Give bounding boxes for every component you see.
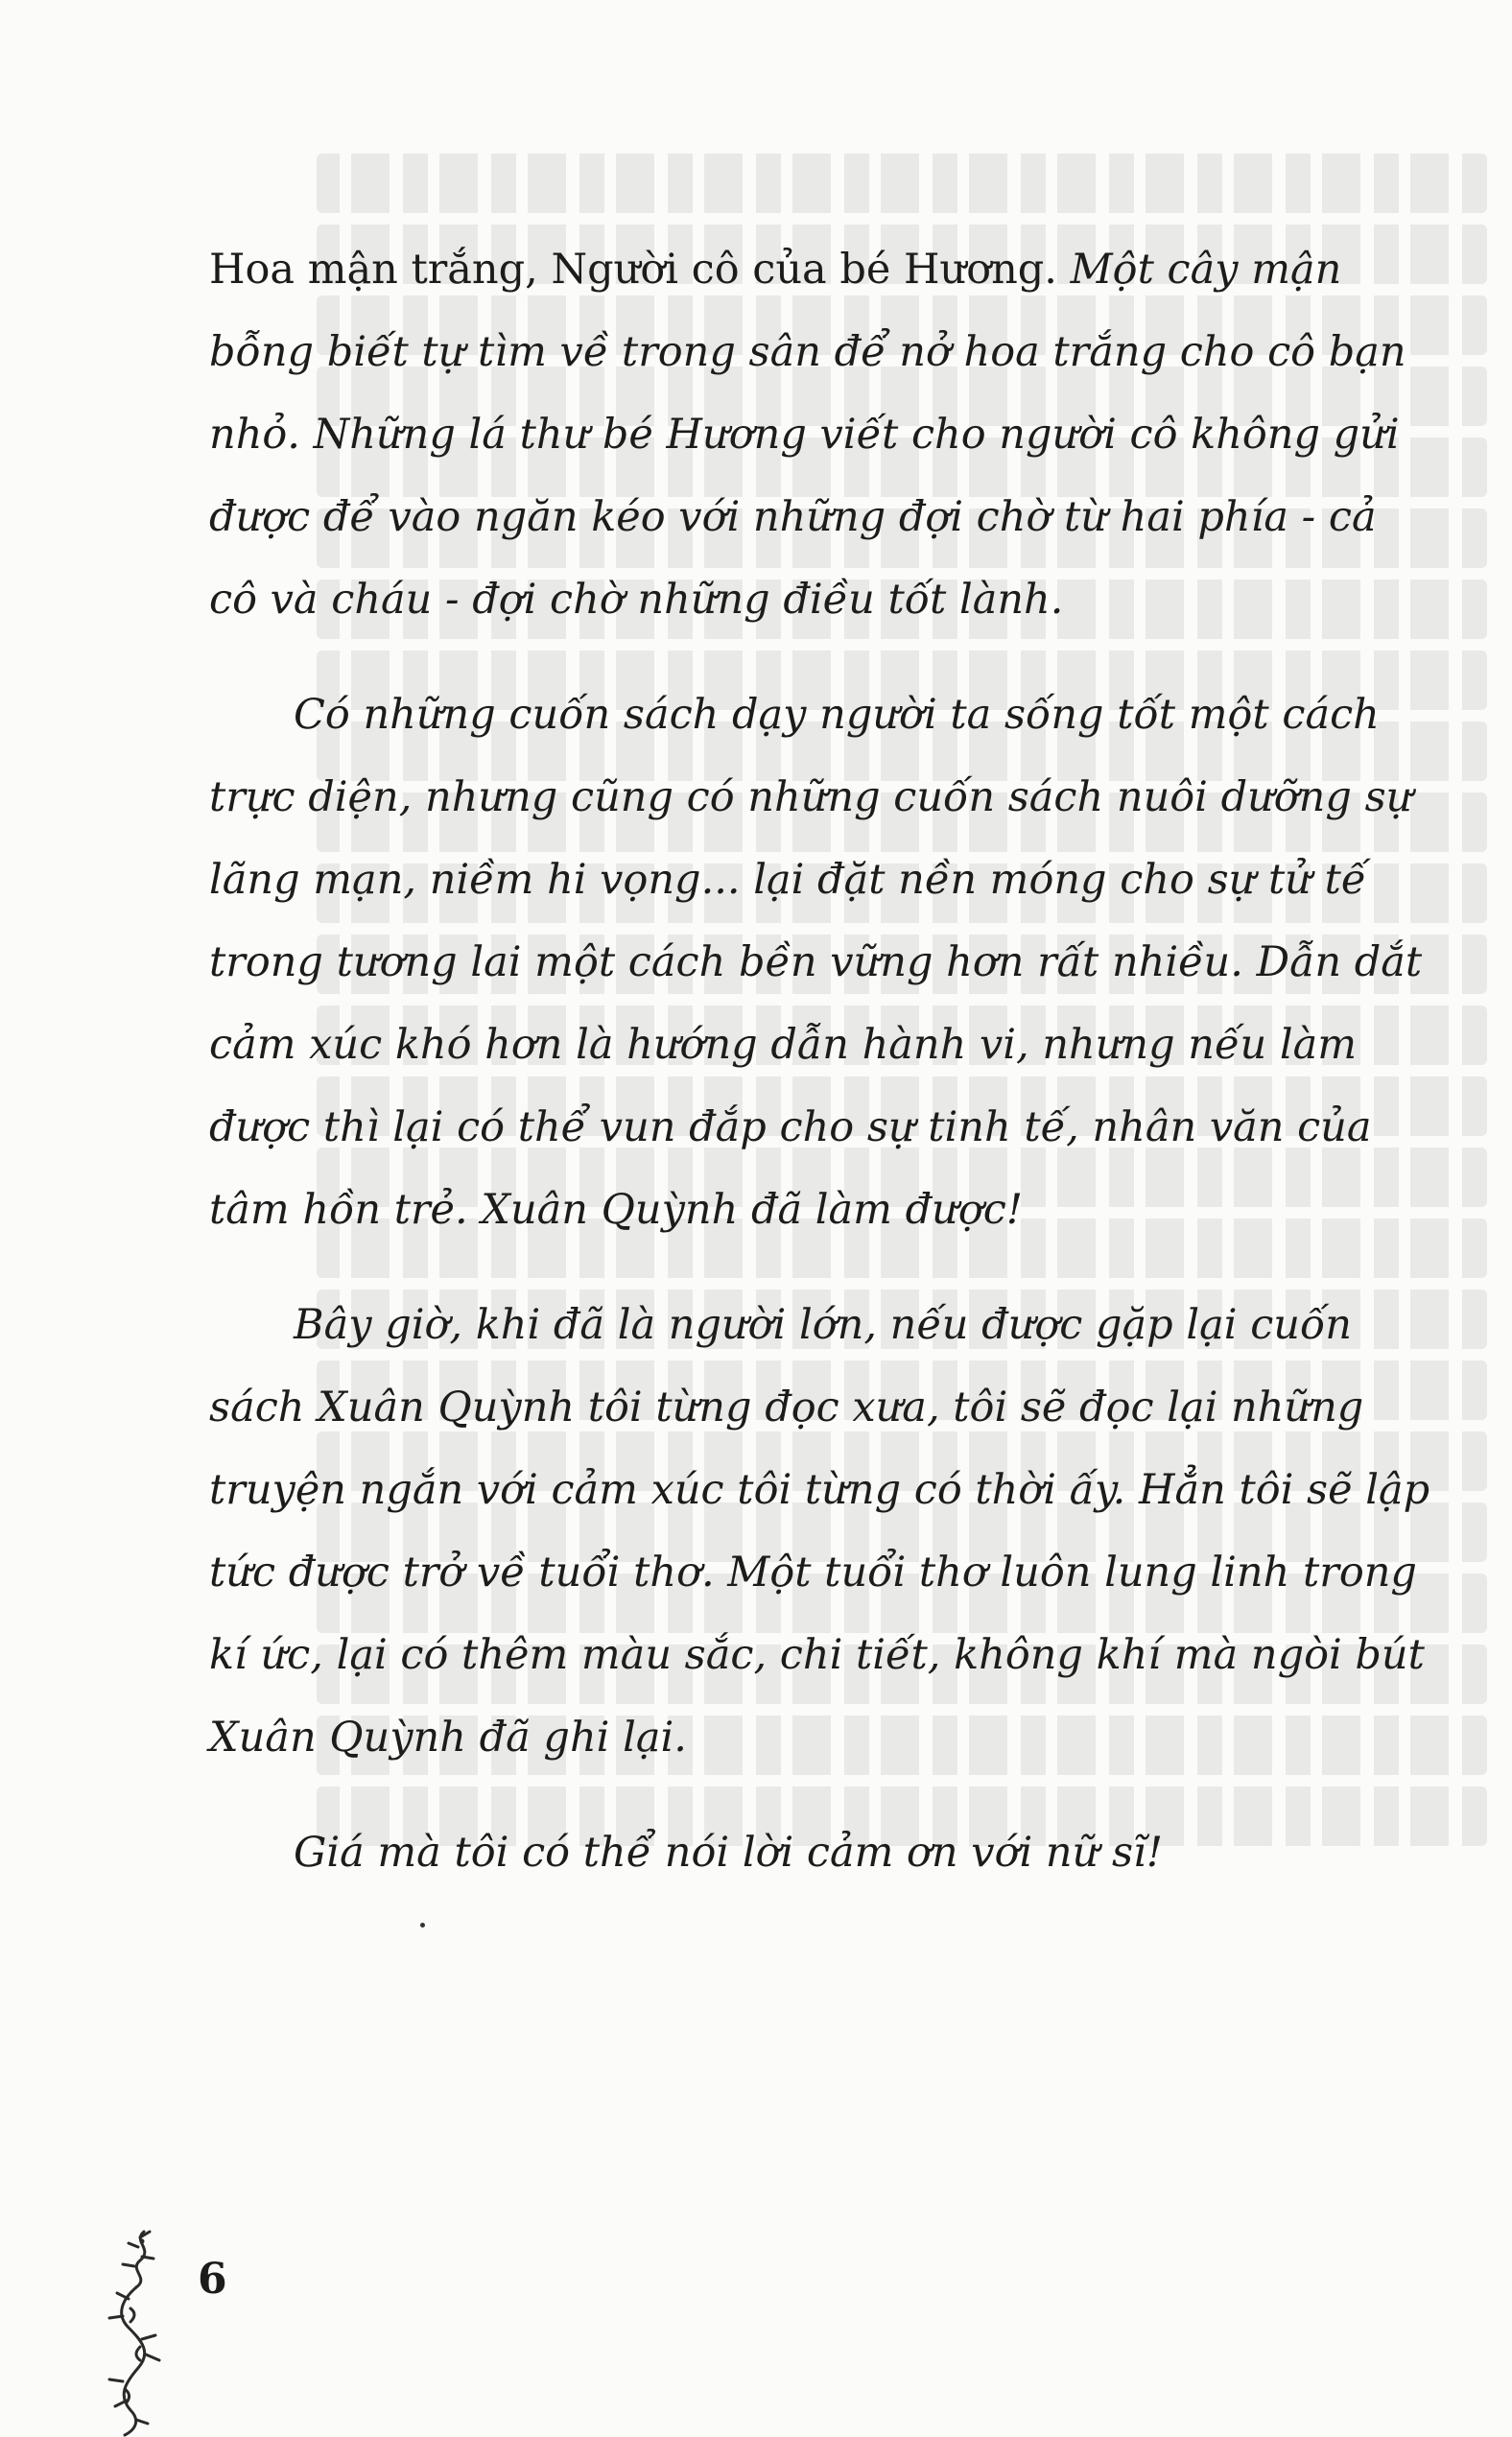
dragon-ornament-icon (94, 2228, 180, 2437)
text-line: kí ức, lại có thêm màu sắc, chi tiết, không khí mà ngòi bút (209, 1631, 1425, 1679)
text-line: trong tương lai một cách bền vững hơn rất nhiều. Dẫn dắt (209, 938, 1423, 986)
text-line: Có những cuốn sách dạy người ta sống tốt một cách (294, 691, 1380, 739)
text-line: tâm hồn trẻ. Xuân Quỳnh đã làm được! (209, 1186, 1024, 1234)
text-line: Xuân Quỳnh đã ghi lại. (209, 1714, 687, 1762)
paragraph-1 (209, 228, 1466, 641)
page-number: 6 (198, 2255, 227, 2304)
text-line: sách Xuân Quỳnh tôi từng đọc xưa, tôi sẽ đọc lại những (209, 1384, 1364, 1431)
text-line: Hoa mận trắng, Người cô của bé Hương. Một cây mận (209, 246, 1342, 294)
text-line: Bây giờ, khi đã là người lớn, nếu được gặp lại cuốn (294, 1301, 1352, 1349)
text-line: Giá mà tôi có thể nói lời cảm ơn với nữ sĩ! (294, 1829, 1164, 1877)
text-line: truyện ngắn với cảm xúc tôi từng có thời ấy. Hẳn tôi sẽ lập (209, 1466, 1430, 1514)
text-line: tức được trở về tuổi thơ. Một tuổi thơ luôn lung linh trong (209, 1549, 1417, 1597)
text-line: cảm xúc khó hơn là hướng dẫn hành vi, nhưng nếu làm (209, 1021, 1357, 1069)
text-line: bỗng biết tự tìm về trong sân để nở hoa trắng cho cô bạn (209, 328, 1406, 376)
text-line: được thì lại có thể vun đắp cho sự tinh tế, nhân văn của (209, 1103, 1372, 1151)
paragraph-4 (209, 1811, 1466, 1894)
text-line: trực diện, nhưng cũng có những cuốn sách nuôi dưỡng sự (209, 773, 1413, 821)
text-line: cô và cháu - đợi chờ những điều tốt lành. (209, 576, 1064, 624)
text-line: lãng mạn, niềm hi vọng... lại đặt nền móng cho sự tử tế (209, 856, 1367, 904)
text-line: nhỏ. Những lá thư bé Hương viết cho người cô không gửi (209, 411, 1400, 459)
ink-speck (420, 1923, 425, 1928)
body-text (209, 228, 1466, 1927)
text-line: được để vào ngăn kéo với những đợi chờ từ hai phía - cả (209, 493, 1377, 541)
paragraph-3 (209, 1284, 1466, 1779)
paragraph-2 (209, 674, 1466, 1251)
